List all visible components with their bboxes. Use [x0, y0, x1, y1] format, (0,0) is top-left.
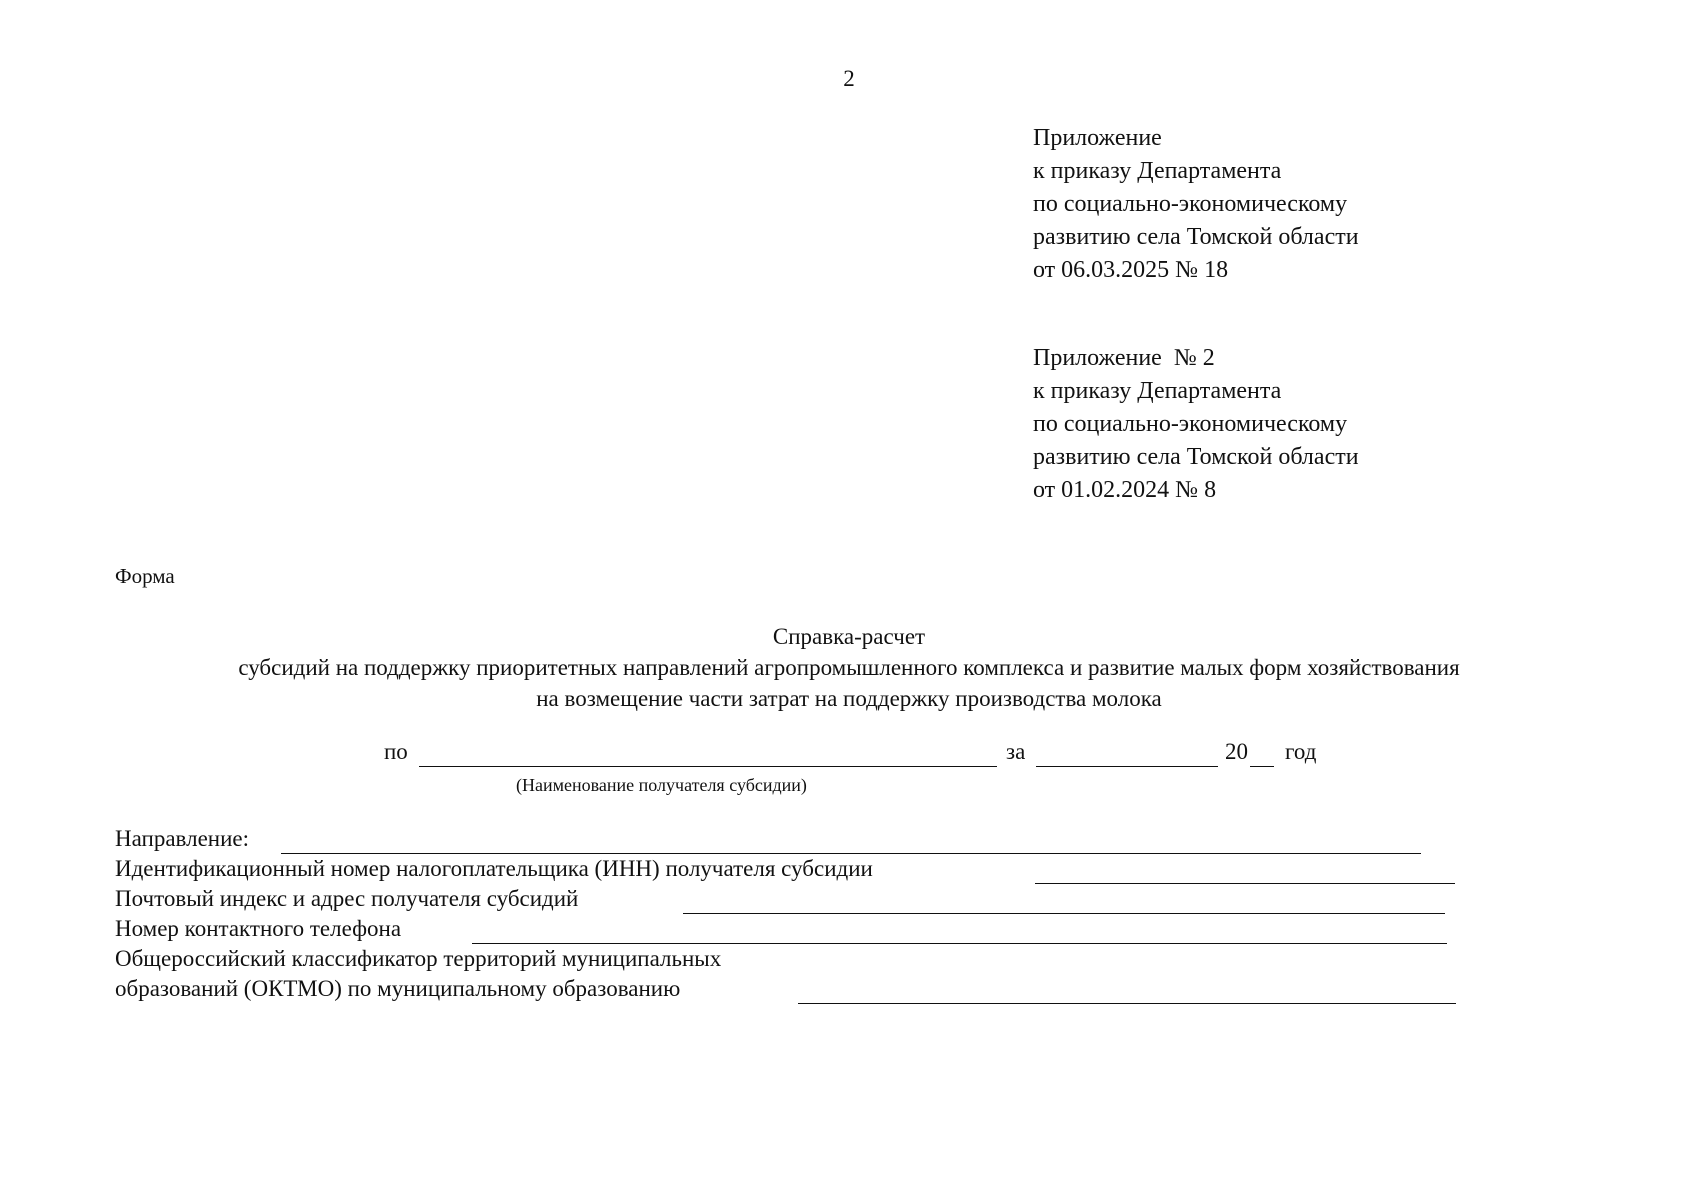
direction-label: Направление:: [115, 826, 249, 851]
recipient-name-field[interactable]: [419, 744, 997, 767]
oktmo-label-line-1: Общероссийский классификатор территорий муниципальных: [115, 946, 722, 971]
appendix-1-header: [1033, 122, 1359, 287]
direction-field[interactable]: [281, 831, 1421, 854]
po-label: по: [384, 739, 408, 764]
title-heading: Справка-расчет: [772, 624, 926, 649]
appendix-1-line: развитию села Томской области: [1033, 224, 1359, 250]
title-line-2: субсидий на поддержку приоритетных направлений агропромышленного комплекса и развитие малых форм хозяйствования: [238, 655, 1460, 680]
phone-field[interactable]: [472, 921, 1447, 944]
oktmo-label-line-2: образований (ОКТМО) по муниципальному образованию: [115, 976, 681, 1001]
title-line-3: на возмещение части затрат на поддержку производства молока: [536, 686, 1162, 711]
appendix-2-line: по социально-экономическому: [1033, 411, 1348, 437]
phone-label: Номер контактного телефона: [115, 916, 402, 941]
inn-label: Идентификационный номер налогоплательщика (ИНН) получателя субсидии: [115, 856, 873, 881]
appendix-1-line: Приложение: [1033, 125, 1162, 151]
address-field[interactable]: [683, 891, 1445, 914]
recipient-caption: (Наименование получателя субсидии): [516, 775, 807, 795]
form-label: Форма: [115, 564, 175, 588]
period-field[interactable]: [1036, 744, 1218, 767]
appendix-2-line: от 01.02.2024 № 8: [1033, 477, 1217, 503]
appendix-2-line: Приложение № 2: [1033, 345, 1215, 371]
inn-field[interactable]: [1035, 861, 1455, 884]
oktmo-field[interactable]: [798, 981, 1456, 1004]
god-label: год: [1285, 739, 1317, 764]
appendix-1-line: к приказу Департамента: [1033, 158, 1282, 184]
page-number: 2: [843, 66, 855, 91]
document-title: [0, 621, 1698, 714]
address-label: Почтовый индекс и адрес получателя субсидий: [115, 886, 579, 911]
za-label: за: [1006, 739, 1026, 764]
appendix-1-line: по социально-экономическому: [1033, 191, 1348, 217]
appendix-2-header: [1033, 342, 1359, 507]
year-prefix: 20: [1225, 739, 1248, 764]
year-suffix-field[interactable]: [1250, 744, 1274, 767]
appendix-1-line: от 06.03.2025 № 18: [1033, 257, 1229, 283]
appendix-2-line: развитию села Томской области: [1033, 444, 1359, 470]
appendix-2-line: к приказу Департамента: [1033, 378, 1282, 404]
